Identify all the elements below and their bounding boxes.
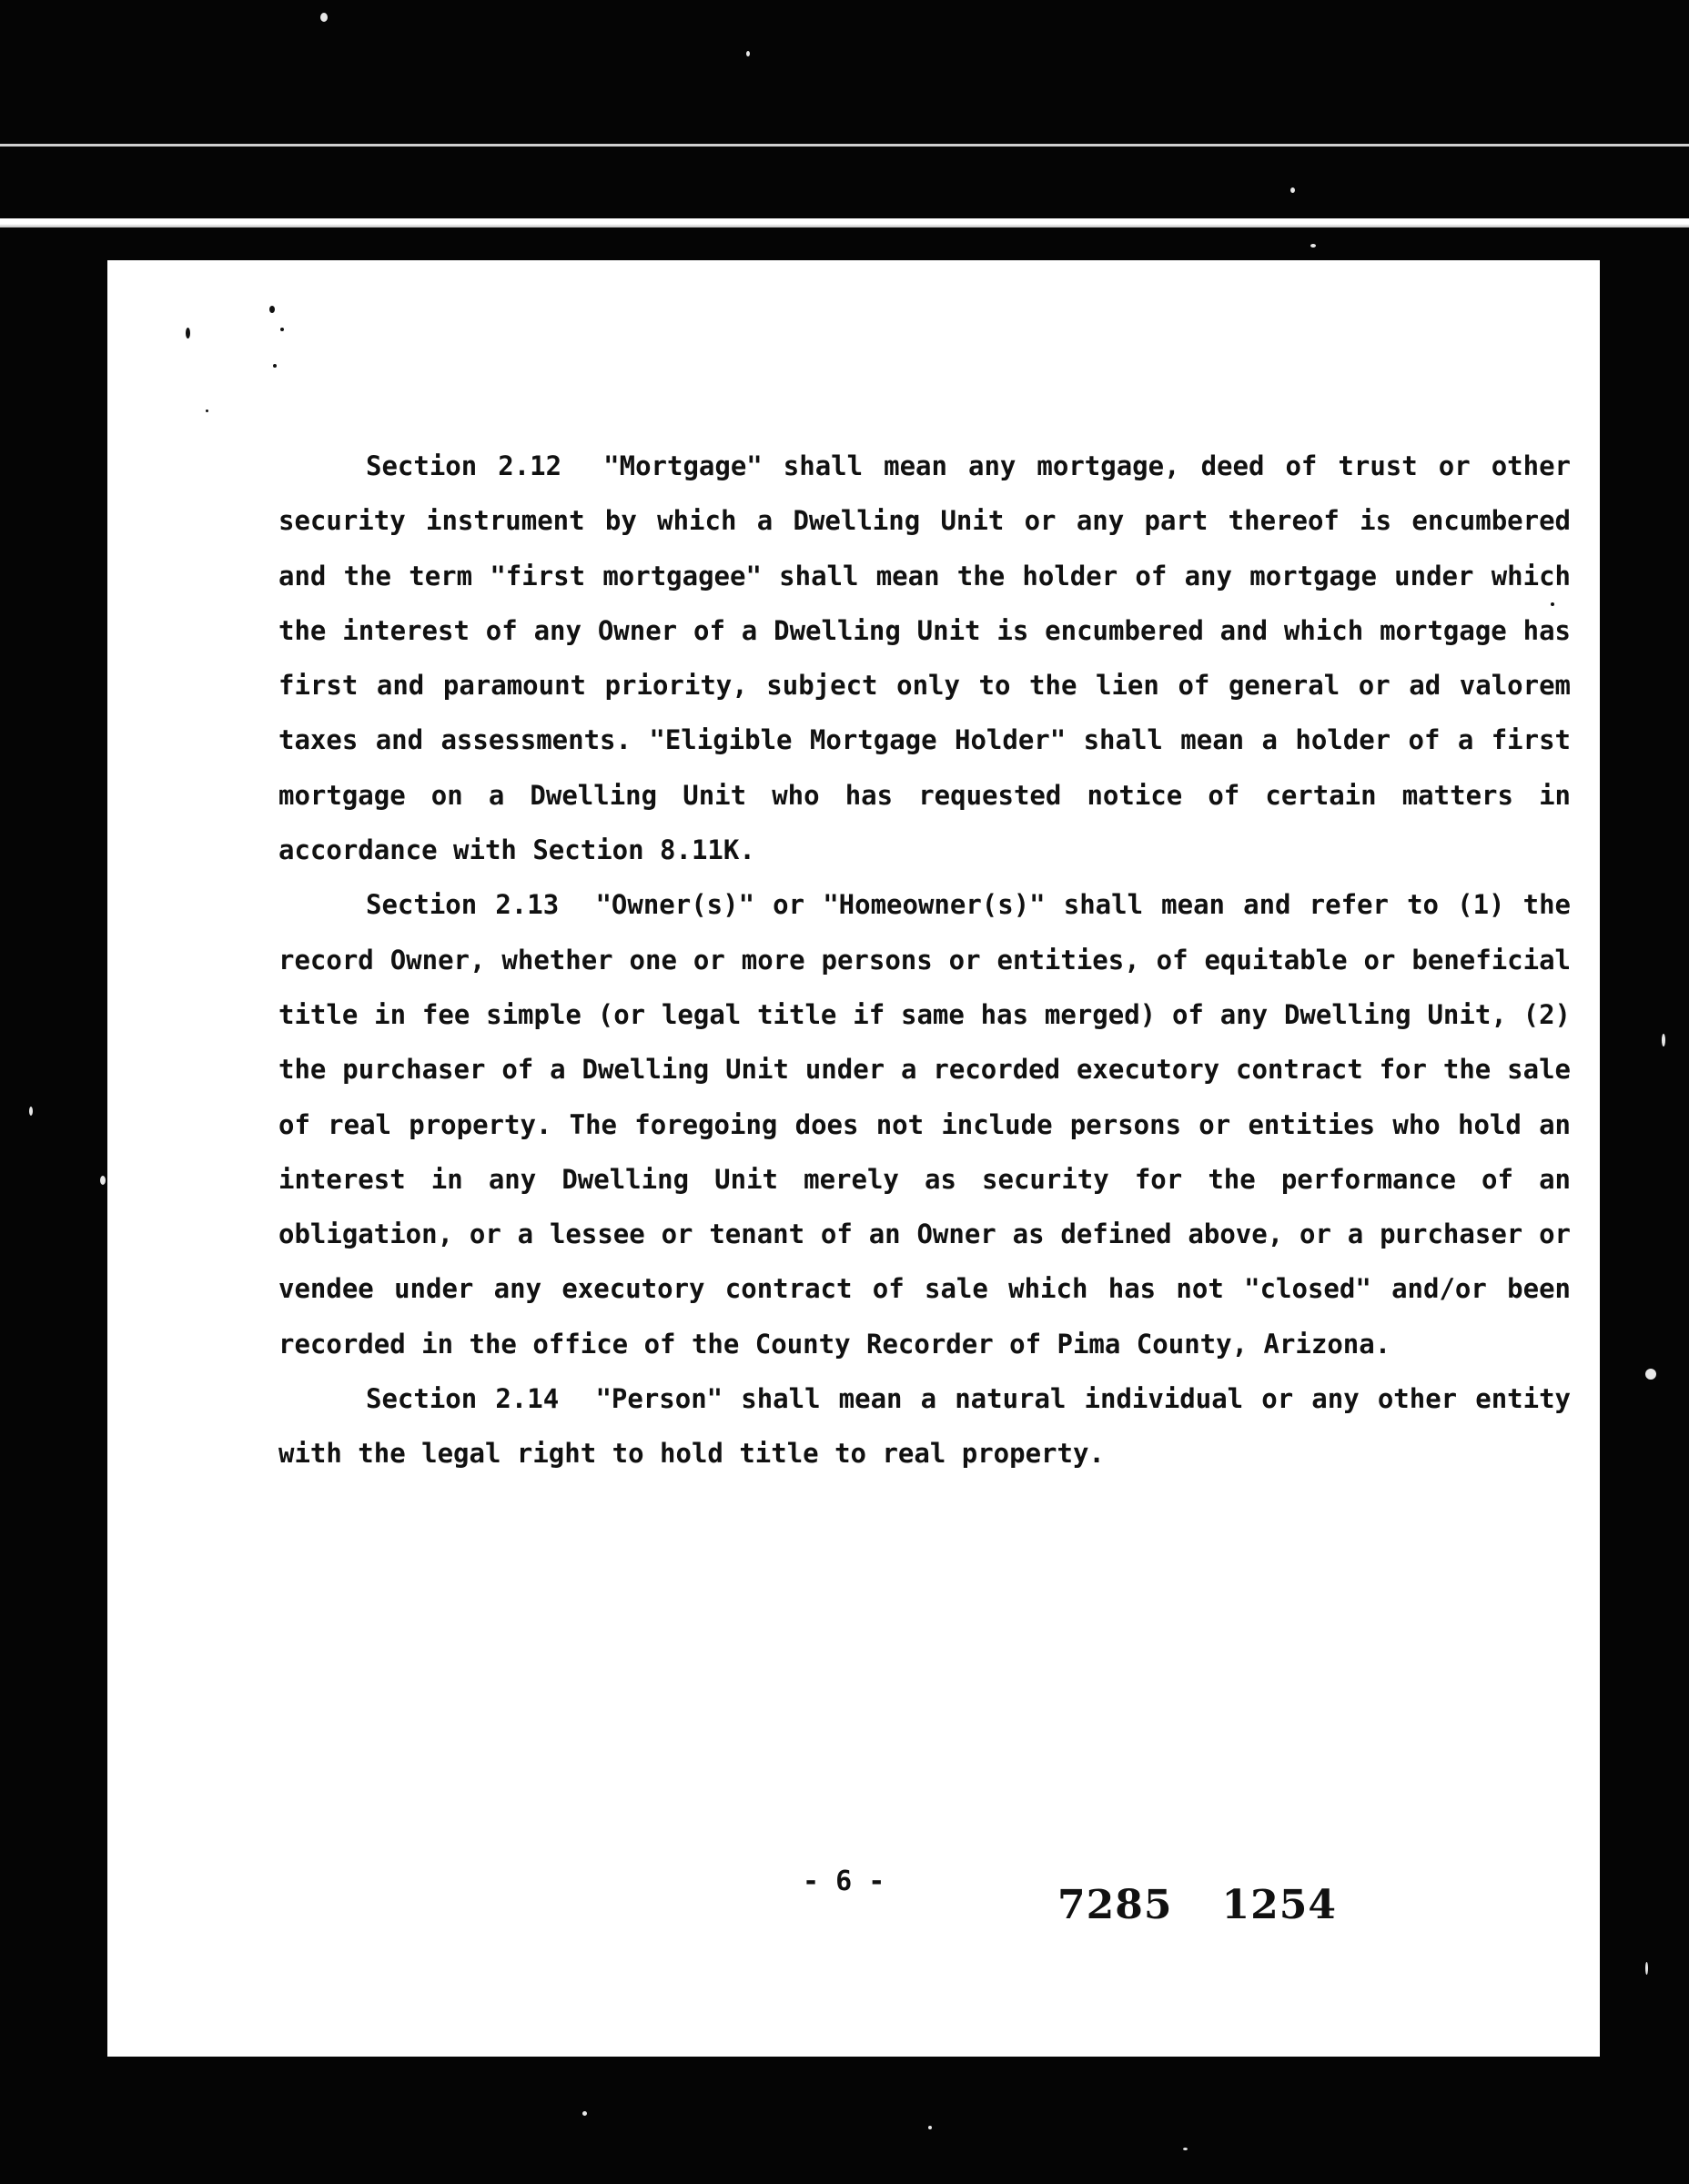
scan-speck (273, 364, 277, 368)
scan-edge-line (0, 144, 1689, 147)
page-number: - 6 - (803, 1866, 885, 1897)
section-paragraph (278, 1371, 1571, 1481)
reference-page: 1254 (1221, 1882, 1337, 1928)
section-text: "Person" shall mean a natural individual or any other entity with the legal right to hold title to real property. (278, 1383, 1571, 1470)
section-heading: Section 2.14 (366, 1383, 560, 1415)
scan-noise (1662, 1034, 1665, 1046)
document-body (278, 439, 1571, 1481)
scan-noise (1183, 2148, 1188, 2150)
scan-noise (582, 2111, 587, 2116)
scan-edge-rule (0, 218, 1689, 228)
section-heading: Section 2.12 (366, 450, 562, 481)
scan-noise (29, 1107, 33, 1116)
scan-speck (206, 410, 208, 412)
section-text: "Owner(s)" or "Homeowner(s)" shall mean and refer to (1) the record Owner, whether one or more persons or entities, of equitable or beneficial title in fee simple (or legal title if same has merged) of any Dwelling Unit, (2) the purchaser of a Dwelling Unit under a recorded executory contract for the sale of real property. The foregoing does not include persons or entities who hold an interest in any Dwelling Unit merely as security for the performance of an obligation, or a lessee or tenant of an Owner as defined above, or a purchaser or vendee under any executory contract of sale which has not "closed" and/or been recorded in the office of the County Recorder of Pima County, Arizona. (278, 889, 1571, 1360)
scan-noise (928, 2126, 932, 2129)
scan-noise (1645, 1369, 1656, 1380)
scan-noise (1645, 1962, 1648, 1975)
section-paragraph (278, 877, 1571, 1371)
reference-book: 7285 (1057, 1882, 1173, 1928)
section-text: "Mortgage" shall mean any mortgage, deed of trust or other security instrument by which a Dwelling Unit or any part thereof is encumbered and the term "first mortgagee" shall mean the holder of any mortgage under which the interest of any Owner of a Dwelling Unit is encumbered and which mortgage has first and paramount priority, subject only to the lien of general or ad valorem taxes and assessments. "Eligible Mortgage Holder" shall mean a holder of a first mortgage on a Dwelling Unit who has requested notice of certain matters in accordance with Section 8.11K. (278, 450, 1572, 866)
scan-speck (280, 328, 284, 331)
scan-noise (1290, 187, 1295, 193)
section-heading: Section 2.13 (366, 889, 560, 921)
scan-noise (746, 51, 750, 56)
section-paragraph (278, 439, 1571, 877)
scan-noise (320, 13, 328, 22)
document-page (107, 260, 1600, 2057)
scan-speck (269, 306, 275, 313)
scan-speck (186, 328, 190, 339)
document-reference-number (1057, 1882, 1337, 1928)
scan-noise (100, 1176, 106, 1185)
scan-noise (1310, 244, 1316, 248)
